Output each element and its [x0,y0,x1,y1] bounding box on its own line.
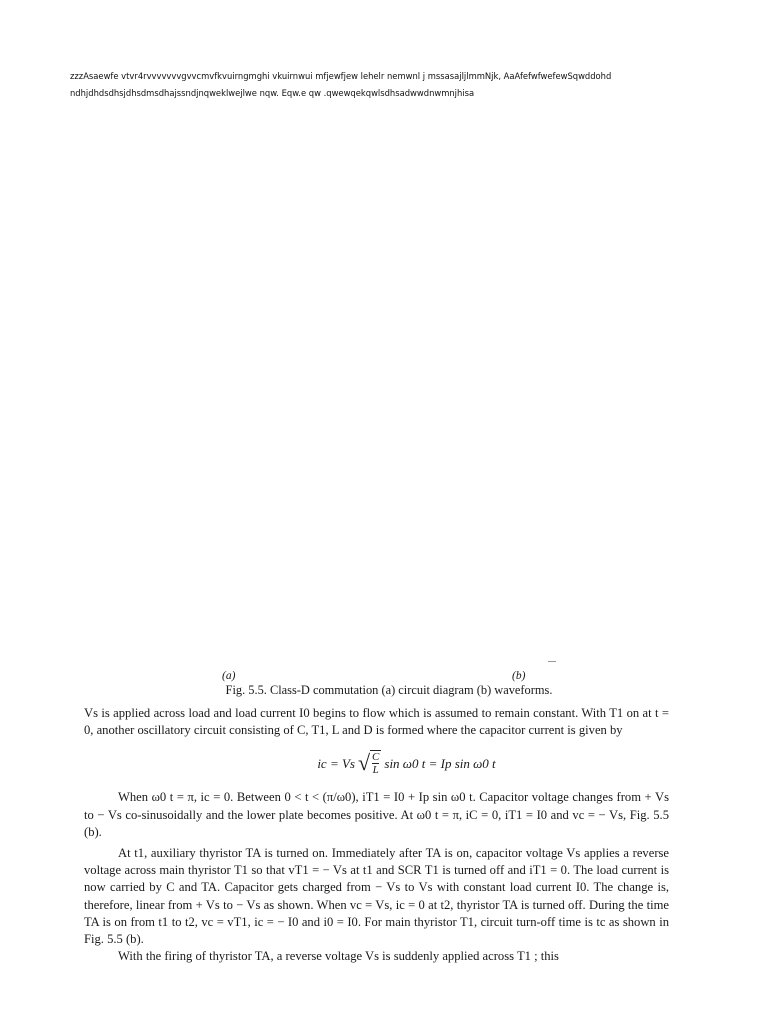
equation-right: sin ω0 t = Ip sin ω0 t [384,755,496,771]
paragraph-2: When ω0 t = π, ic = 0. Between 0 < t < (π/ω0), iT1 = I0 + Ip sin ω0 t. Capacitor voltage changes from + Vs to − Vs co-sinusoidally and the lower plate becomes positive. At ω0 t = π, iC = 0, iT1 = I0 and vc = − Vs, Fig. 5.5 (b). [84,790,669,839]
fraction [370,750,381,776]
figure-label-b: (b) [512,670,526,682]
paragraph-4: With the firing of thyristor TA, a reverse voltage Vs is suddenly applied across T1 ; this [118,949,559,964]
header-garbled-text [70,68,730,102]
figure-labels [0,670,768,684]
figure-caption: Fig. 5.5. Class-D commutation (a) circuit diagram (b) waveforms. [225,683,553,697]
body-text [84,705,669,965]
equation-left: ic = Vs [317,755,355,771]
capacitor-current-equation [144,747,669,779]
sqrt-symbol: √ $\frac{C}{L}$ [357,750,380,777]
header-line-2: ndhjdhdsdhsjdhsdmsdhajssndjnqweklwejlwe nqw. Eqw.e qw .qwewqekqwlsdhsadwwdnwmnjhisa [70,88,475,98]
scan-speck [548,661,556,662]
fraction-denominator: L [372,764,379,777]
header-line-1: zzzAsaewfe vtvr4rvvvvvvvgvvcmvfkvuirngmghi vkuirnwui mfjewfjew lehelr nemwnl j mssasajljlmmNjk, AaAfefwfwefewSqwddohd [70,71,612,81]
paragraph-3: At t1, auxiliary thyristor TA is turned on. Immediately after TA is on, capacitor voltage Vs applies a reverse voltage across main thyristor T1 so that vT1 = − Vs at t1 and SCR T1 is turned off and iT1 = 0. The load current is now carried by C and TA. Capacitor gets charged from − Vs to Vs with constant load current I0. The change is, therefore, linear from + Vs to − Vs as shown. When vc = Vs, ic = 0 at t2, thyristor TA is turned off. During the time TA is on from t1 to t2, vc = vT1, ic = − I0 and i0 = I0. For main thyristor T1, circuit turn-off time is tc as shown in Fig. 5.5 (b). [84,846,669,947]
paragraph-1: Vs is applied across load and load current I0 begins to flow which is assumed to remain constant. With T1 on at t = 0, another oscillatory circuit consisting of C, T1, L and D is formed where the capacitor current is given by [84,706,669,738]
fraction-numerator: C [372,751,380,764]
figure-label-a: (a) [222,670,236,682]
